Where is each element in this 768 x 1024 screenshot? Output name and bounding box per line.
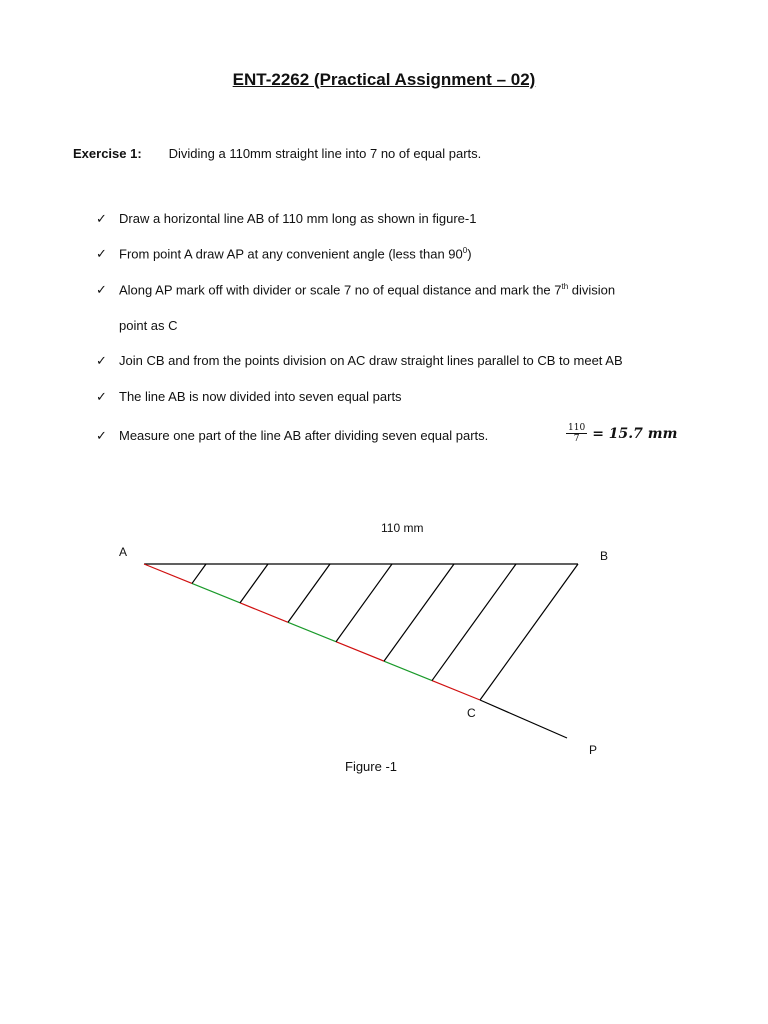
- line-cp-extension: [480, 700, 567, 738]
- formula-result: = 15.7 mm: [592, 425, 678, 442]
- step-text: Measure one part of the line AB after dividing seven equal parts.: [119, 428, 489, 443]
- point-label-b: B: [600, 549, 609, 563]
- step-text: Along AP mark off with divider or scale 7 no of equal distance and mark the 7: [119, 282, 562, 298]
- step-text: Join CB and from the points division on AC draw straight lines parallel to CB to meet AB: [119, 353, 623, 368]
- ac-segment: [336, 642, 384, 661]
- exercise-label: Exercise 1:: [73, 146, 142, 161]
- step-text-after: ): [467, 246, 472, 262]
- parallel-line: [384, 564, 454, 661]
- step-text: From point A draw AP at any convenient angle (less than 90: [119, 246, 463, 262]
- step-superscript: th: [561, 282, 569, 291]
- check-icon: ✓: [96, 428, 107, 443]
- check-icon: ✓: [96, 282, 107, 298]
- ac-segment: [384, 661, 432, 680]
- step-continuation: point as C: [119, 318, 178, 333]
- check-icon: ✓: [96, 211, 107, 226]
- step-text: Draw a horizontal line AB of 110 mm long as shown in figure-1: [119, 211, 477, 226]
- parallel-line: [192, 564, 206, 583]
- dimension-label: 110 mm: [381, 521, 424, 535]
- point-label-p: P: [589, 743, 598, 757]
- fraction-numerator: 110: [568, 423, 586, 433]
- step-superscript: 0: [462, 246, 468, 255]
- parallel-line: [240, 564, 268, 603]
- parallel-line: [336, 564, 392, 642]
- ac-segment: [432, 681, 480, 700]
- check-icon: ✓: [96, 353, 107, 368]
- exercise-text: Dividing a 110mm straight line into 7 no of equal parts.: [168, 146, 482, 161]
- step-text-after: division: [568, 282, 616, 298]
- fraction-denominator: 7: [573, 434, 580, 444]
- point-label-a: A: [119, 545, 128, 559]
- step-text: The line AB is now divided into seven equal parts: [119, 389, 402, 404]
- parallel-line: [480, 564, 578, 700]
- check-icon: ✓: [96, 246, 107, 262]
- figure-caption: Figure -1: [345, 759, 398, 774]
- ac-segment: [240, 603, 288, 622]
- ac-segment: [288, 622, 336, 641]
- parallel-line: [288, 564, 330, 622]
- page-title: ENT-2262 (Practical Assignment – 02): [232, 70, 536, 89]
- ac-segment: [144, 564, 192, 583]
- ac-segment: [192, 583, 240, 602]
- check-icon: ✓: [96, 389, 107, 404]
- point-label-c: C: [467, 706, 476, 720]
- parallel-line: [432, 564, 516, 681]
